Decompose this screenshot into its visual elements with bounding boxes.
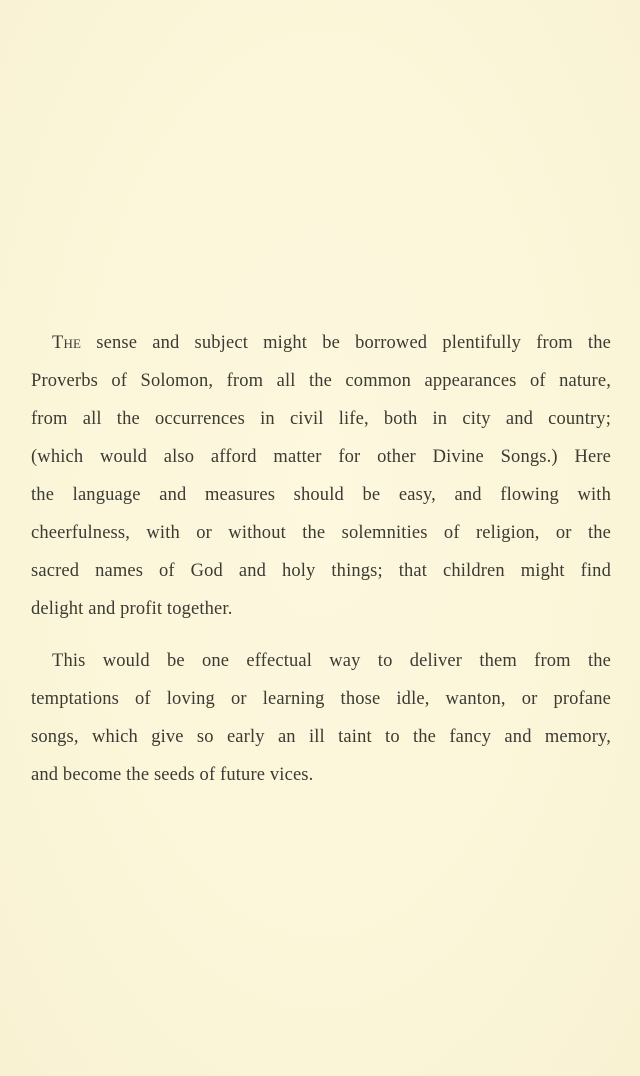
text-line: cheerfulness, with or without the solemnities of religion, or the <box>31 523 611 543</box>
text-line-content: sense and subject might be borrowed plentifully from the <box>81 333 611 353</box>
text-line: the language and measures should be easy, and flowing with <box>31 485 611 505</box>
text-line: sacred names of God and holy things; that children might find <box>31 561 611 581</box>
text-line: from all the occurrences in civil life, both in city and country; <box>31 409 611 429</box>
text-line: delight and profit together. <box>31 599 233 619</box>
paragraph-1 <box>31 324 611 628</box>
text-line: temptations of loving or learning those idle, wanton, or profane <box>31 689 611 709</box>
text-line: and become the seeds of future vices. <box>31 765 314 785</box>
page-text <box>31 324 611 794</box>
paragraph-2 <box>31 642 611 794</box>
paragraph-spacer <box>31 628 611 642</box>
lead-word-small-caps: The <box>52 333 82 353</box>
text-line: (which would also afford matter for other Divine Songs.) Here <box>31 447 611 467</box>
text-line <box>31 324 611 362</box>
text-line: songs, which give so early an ill taint to the fancy and memory, <box>31 727 611 747</box>
text-line: This would be one effectual way to deliver them from the <box>52 651 611 671</box>
text-line: Proverbs of Solomon, from all the common appearances of nature, <box>31 371 611 391</box>
